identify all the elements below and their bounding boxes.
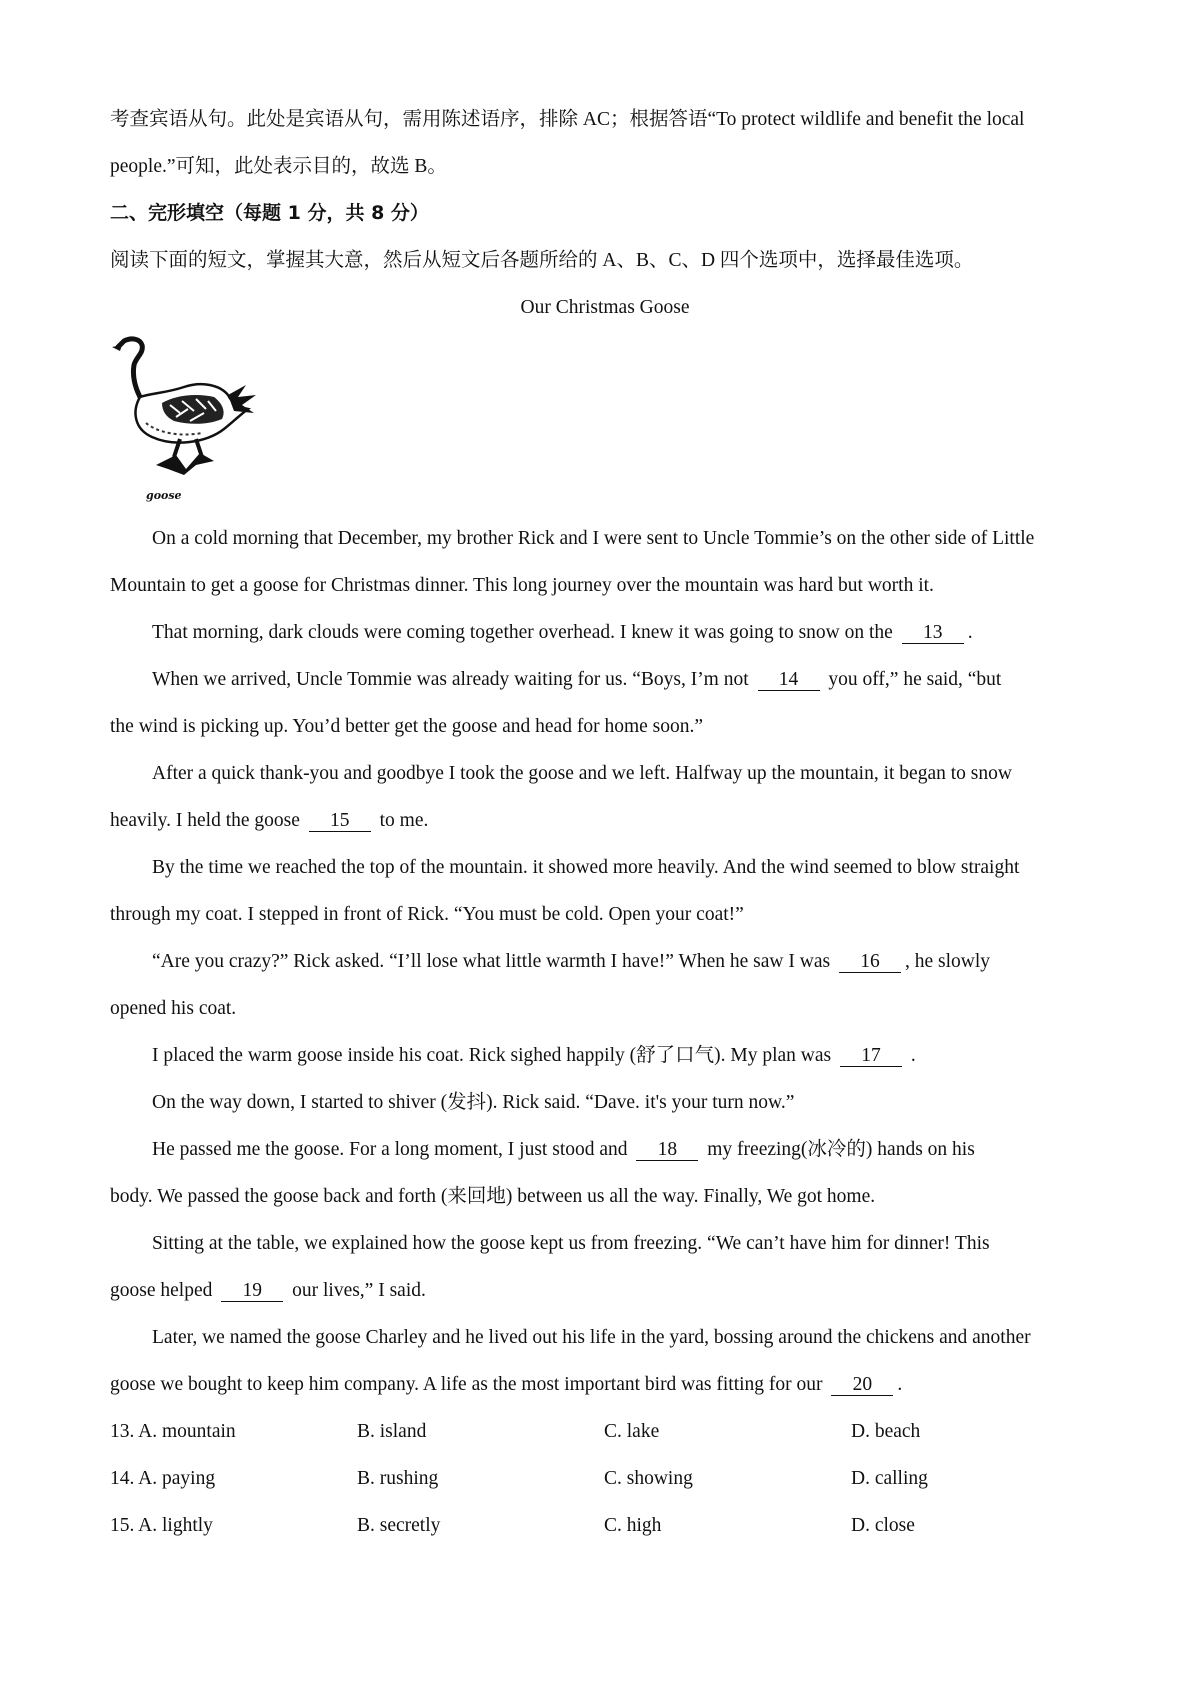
option-b: B. rushing (357, 1468, 439, 1489)
paragraph-11-cont (110, 1361, 1100, 1408)
option-c: C. high (604, 1515, 662, 1536)
paragraph-4-cont (110, 797, 1100, 844)
option-a: 15. A. lightly (110, 1515, 213, 1536)
blank-15: 15 (309, 811, 371, 832)
paragraph-10-cont (110, 1267, 1100, 1314)
text-span: my freezing(冰冷的) hands on his (707, 1139, 975, 1160)
question-13 (110, 1408, 1100, 1455)
intro-line-1: 考查宾语从句。此处是宾语从句，需用陈述语序，排除 AC；根据答语“To protect wildlife and benefit the local (110, 109, 1025, 130)
question-14 (110, 1455, 1100, 1502)
paragraph-3 (110, 656, 1100, 703)
question-15 (110, 1502, 1100, 1549)
paragraph-10: Sitting at the table, we explained how the goose kept us from freezing. “We can’t have him for dinner! This (152, 1233, 990, 1254)
intro-line-2: people.”可知，此处表示目的，故选 B。 (110, 156, 447, 177)
text-span: I placed the warm goose inside his coat. Rick sighed happily (舒了口气). My plan was (152, 1045, 832, 1066)
text-span: to me. (379, 810, 429, 831)
blank-13: 13 (902, 623, 964, 644)
article-title: Our Christmas Goose (520, 297, 690, 318)
text-span: “Are you crazy?” Rick asked. “I’ll lose what little warmth I have!” When he saw I was (152, 951, 831, 972)
option-d: D. beach (851, 1421, 921, 1442)
blank-20: 20 (831, 1375, 893, 1396)
paragraph-5-cont: through my coat. I stepped in front of Rick. “You must be cold. Open your coat!” (110, 904, 744, 925)
section-instruction: 阅读下面的短文，掌握其大意，然后从短文后各题所给的 A、B、C、D 四个选项中，选择最佳选项。 (110, 250, 974, 271)
blank-19: 19 (221, 1281, 283, 1302)
text-span: When we arrived, Uncle Tommie was already waiting for us. “Boys, I’m not (152, 669, 749, 690)
text-span: goose we bought to keep him company. A life as the most important bird was fitting for our (110, 1374, 823, 1395)
paragraph-2 (110, 609, 1100, 656)
text-span: heavily. I held the goose (110, 810, 300, 831)
goose-illustration (110, 333, 1100, 515)
paragraph-6 (110, 938, 1100, 985)
paragraph-11: Later, we named the goose Charley and he lived out his life in the yard, bossing around the chickens and another (152, 1327, 1031, 1348)
paragraph-9 (110, 1126, 1100, 1173)
paragraph-5: By the time we reached the top of the mountain. it showed more heavily. And the wind seemed to blow straight (152, 857, 1020, 878)
option-c: C. showing (604, 1468, 693, 1489)
text-span: our lives,” I said. (292, 1280, 426, 1301)
text-span: . (897, 1374, 903, 1395)
blank-18: 18 (636, 1140, 698, 1161)
paragraph-9-cont: body. We passed the goose back and forth (来回地) between us all the way. Finally, We got home. (110, 1186, 876, 1207)
option-b: B. island (357, 1421, 427, 1442)
option-c: C. lake (604, 1421, 660, 1442)
blank-17: 17 (840, 1046, 902, 1067)
image-caption: goose (146, 489, 182, 502)
text-span: goose helped (110, 1280, 213, 1301)
paragraph-4: After a quick thank-you and goodbye I took the goose and we left. Halfway up the mountain, it began to snow (152, 763, 1012, 784)
paragraph-1: On a cold morning that December, my brother Rick and I were sent to Uncle Tommie’s on the other side of Little (152, 528, 1035, 549)
goose-icon (110, 333, 260, 493)
blank-16: 16 (839, 952, 901, 973)
paragraph-7 (110, 1032, 1100, 1079)
option-a: 13. A. mountain (110, 1421, 236, 1442)
text-span: . (967, 622, 973, 643)
paragraph-6-cont: opened his coat. (110, 998, 237, 1019)
paragraph-8: On the way down, I started to shiver (发抖). Rick said. “Dave. it's your turn now.” (152, 1092, 795, 1113)
section-heading: 二、完形填空（每题 1 分，共 8 分） (110, 202, 429, 224)
question-options (110, 1408, 1100, 1549)
text-span: . (910, 1045, 916, 1066)
text-span: , he slowly (904, 951, 990, 972)
text-span: you off,” he said, “but (828, 669, 1002, 690)
paragraph-1-cont: Mountain to get a goose for Christmas dinner. This long journey over the mountain was hard but worth it. (110, 575, 934, 596)
option-d: D. close (851, 1515, 915, 1536)
text-span: That morning, dark clouds were coming together overhead. I knew it was going to snow on the (152, 622, 893, 643)
document-page (110, 96, 1100, 1549)
option-d: D. calling (851, 1468, 928, 1489)
blank-14: 14 (758, 670, 820, 691)
option-b: B. secretly (357, 1515, 441, 1536)
text-span: He passed me the goose. For a long moment, I just stood and (152, 1139, 628, 1160)
option-a: 14. A. paying (110, 1468, 216, 1489)
paragraph-3-cont: the wind is picking up. You’d better get the goose and head for home soon.” (110, 716, 704, 737)
